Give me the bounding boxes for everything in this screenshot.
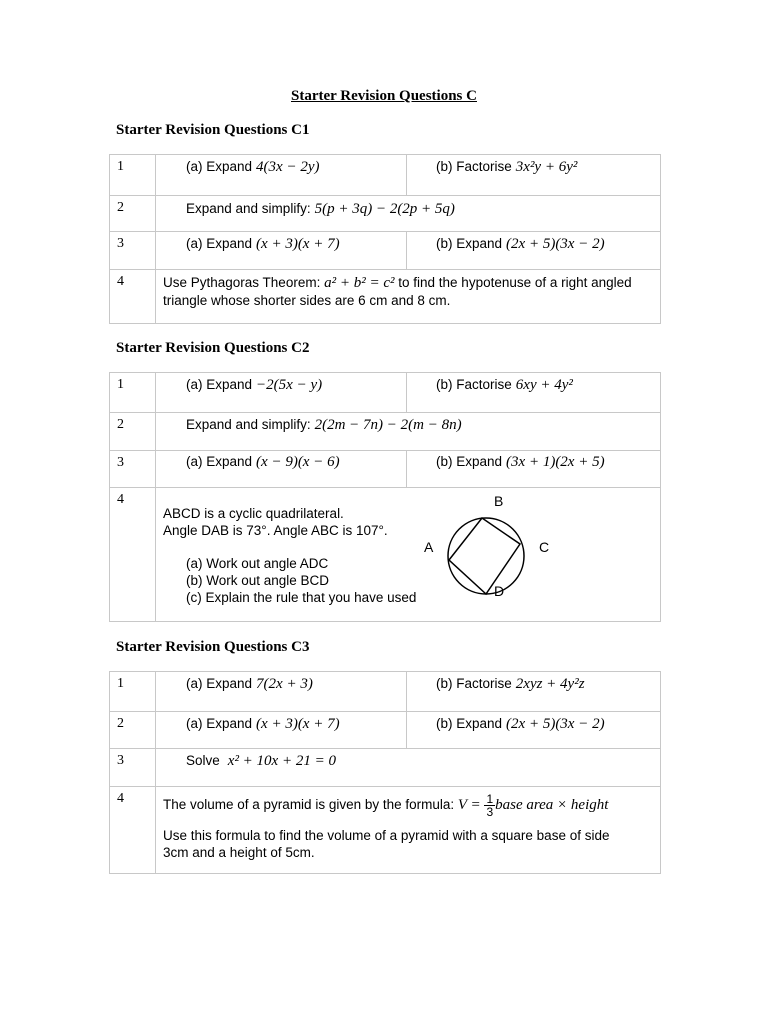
vertex-label-c: C [539, 539, 550, 555]
question-label: (a) Expand [186, 676, 253, 691]
section-title-c1: Starter Revision Questions C1 [116, 122, 310, 138]
question-text: 3cm and a height of 5cm. [163, 845, 315, 860]
question-number: 4 [110, 787, 156, 873]
question-label: Solve [186, 753, 220, 768]
math-expression: 7(2x + 3) [256, 676, 313, 692]
question-part: (b) Work out angle BCD [186, 573, 330, 588]
question-label: (a) Expand [186, 377, 253, 392]
question-row [110, 786, 660, 873]
question-number: 1 [110, 672, 156, 711]
question-label: (a) Expand [186, 454, 253, 469]
formula-v: V = [457, 797, 481, 814]
question-label: (a) Expand [186, 236, 253, 251]
question-table-c2 [109, 372, 661, 622]
math-expression: x² + 10x + 21 = 0 [227, 753, 336, 769]
math-expression: 4(3x − 2y) [256, 159, 320, 175]
math-expression: a² + b² = c² [324, 275, 395, 291]
question-label: (b) Factorise [436, 676, 512, 691]
question-row [110, 155, 660, 195]
question-table-c1 [109, 154, 661, 324]
question-text: Use Pythagoras Theorem: [163, 275, 321, 290]
question-number: 2 [110, 196, 156, 231]
question-label: Expand and simplify: [186, 417, 311, 432]
question-number: 4 [110, 270, 156, 323]
question-row [110, 487, 660, 621]
math-expression: (2x + 5)(3x − 2) [506, 716, 605, 732]
page-title: Starter Revision Questions C [291, 88, 477, 104]
question-label: (b) Expand [436, 716, 503, 731]
vertex-label-b: B [494, 493, 504, 509]
question-label: (b) Factorise [436, 377, 512, 392]
question-row [110, 412, 660, 450]
vertex-label-d: D [494, 583, 505, 599]
math-expression: 2xyz + 4y²z [515, 676, 585, 692]
section-title-c3: Starter Revision Questions C3 [116, 639, 310, 655]
math-expression: (x − 9)(x − 6) [256, 454, 340, 470]
question-text: Use this formula to find the volume of a pyramid with a square base of side [163, 828, 610, 843]
question-label: (a) Expand [186, 716, 253, 731]
math-expression: 3x²y + 6y² [515, 159, 578, 175]
question-row [110, 711, 660, 748]
question-row [110, 450, 660, 487]
math-expression: −2(5x − y) [256, 377, 323, 393]
question-text: The volume of a pyramid is given by the formula: [163, 797, 455, 813]
question-text: to find the hypotenuse of a right angled [398, 275, 632, 290]
question-row [110, 748, 660, 786]
math-expression: (x + 3)(x + 7) [256, 236, 340, 252]
question-table-c3 [109, 671, 661, 874]
vertex-label-a: A [424, 539, 434, 555]
question-row [110, 269, 660, 323]
section-title-c2: Starter Revision Questions C2 [116, 340, 310, 356]
question-row [110, 231, 660, 269]
fraction: $\frac{1}{3}$ [486, 792, 494, 819]
formula-rest: base area × height [495, 797, 609, 814]
question-number: 2 [110, 413, 156, 450]
question-number: 1 [110, 155, 156, 195]
math-expression: 5(p + 3q) − 2(2p + 5q) [314, 201, 455, 217]
question-number: 3 [110, 749, 156, 786]
question-number: 1 [110, 373, 156, 412]
question-number: 3 [110, 451, 156, 487]
question-text: Angle DAB is 73°. Angle ABC is 107°. [163, 523, 388, 538]
question-number: 4 [110, 488, 156, 621]
question-number: 2 [110, 712, 156, 748]
math-expression: 6xy + 4y² [515, 377, 573, 393]
question-row [110, 672, 660, 711]
question-label: (b) Expand [436, 236, 503, 251]
question-number: 3 [110, 232, 156, 269]
question-label: (b) Factorise [436, 159, 512, 174]
question-row [110, 195, 660, 231]
question-text: ABCD is a cyclic quadrilateral. [163, 506, 344, 521]
question-text: triangle whose shorter sides are 6 cm and 8 cm. [163, 293, 451, 308]
math-expression: 2(2m − 7n) − 2(m − 8n) [314, 417, 462, 433]
cyclic-quadrilateral-diagram [440, 506, 540, 606]
question-part: (a) Work out angle ADC [186, 556, 329, 571]
math-expression: (2x + 5)(3x − 2) [506, 236, 605, 252]
question-label: Expand and simplify: [186, 201, 311, 216]
question-part: (c) Explain the rule that you have used [186, 590, 417, 605]
math-expression: (x + 3)(x + 7) [256, 716, 340, 732]
math-expression: (3x + 1)(2x + 5) [506, 454, 605, 470]
question-row [110, 373, 660, 412]
question-label: (a) Expand [186, 159, 253, 174]
question-label: (b) Expand [436, 454, 503, 469]
